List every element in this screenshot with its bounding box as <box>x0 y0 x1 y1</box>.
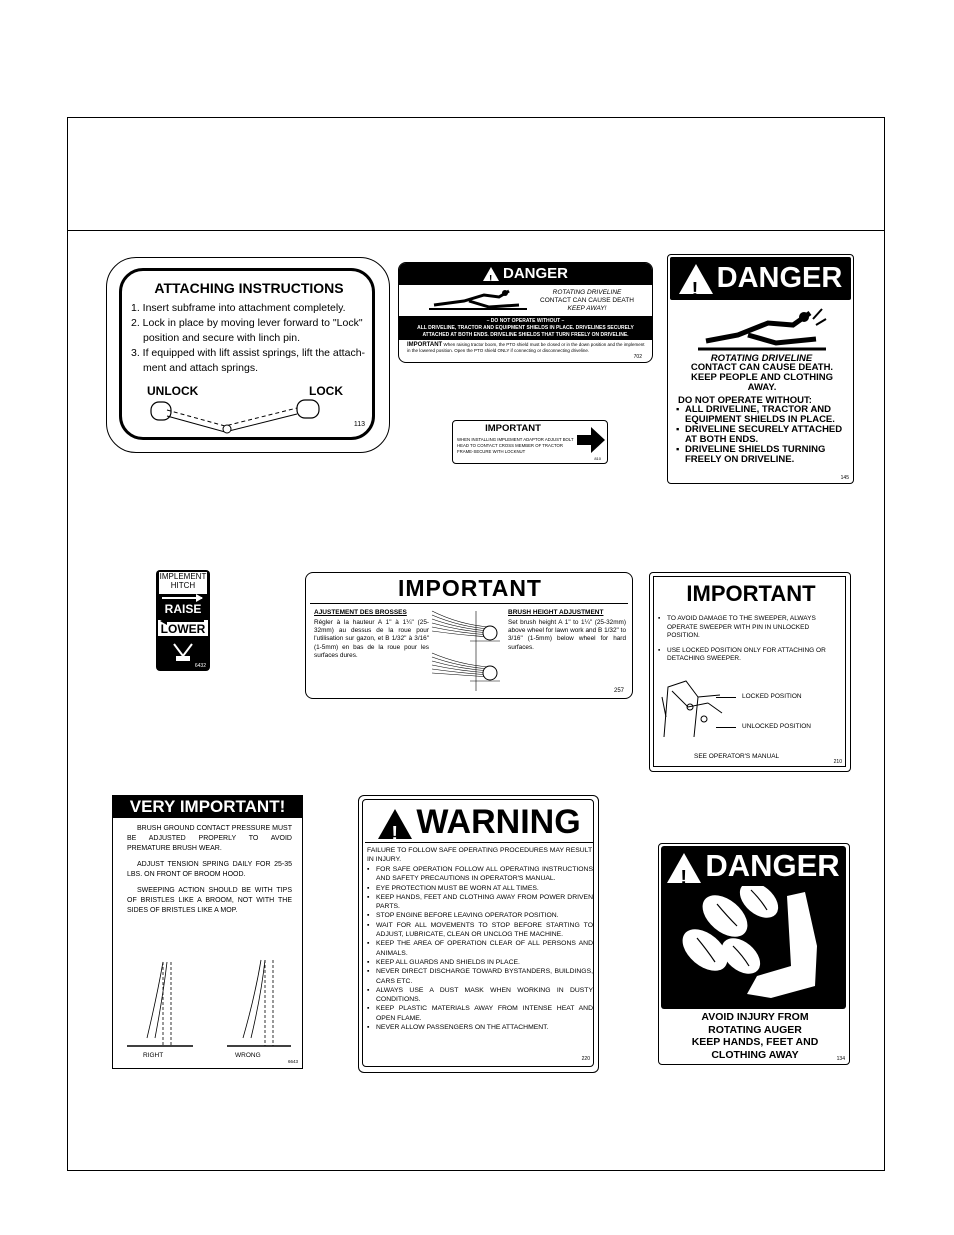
warning-bullet-6: ▪ KEEP THE AREA OF OPERATION CLEAR OF ALL PERSONS AND ANIMALS. <box>367 939 593 958</box>
header-band <box>67 117 885 231</box>
entanglement-pictogram-icon <box>698 307 828 353</box>
warning-decal <box>358 795 599 1073</box>
sweeper-bullet-1: ▪ TO AVOID DAMAGE TO THE SWEEPER, ALWAYS OPERATE SWEEPER WITH PIN IN UNLOCKED POSITION. <box>658 615 842 641</box>
warning-triangle-icon <box>667 853 701 883</box>
warning-bullet-3: ▪ KEEP HANDS, FEET AND CLOTHING AWAY FROM POWER DRIVEN PARTS. <box>367 893 593 912</box>
important-adaptor-decal <box>452 420 608 464</box>
danger-auger-line2: ROTATING AUGER <box>708 1023 802 1036</box>
sweeper-locked-label: LOCKED POSITION <box>742 693 802 700</box>
brush-en-text: Set brush height A 1" to 1¼" (25-32mm) above wheel for lawn work and B 1/32" to 3/16" (1-5mm) below wheel for hard surfaces. <box>508 619 626 651</box>
sweeper-unlocked-label: UNLOCKED POSITION <box>742 723 811 730</box>
bristle-right-label: RIGHT <box>143 1052 164 1059</box>
warning-triangle-icon <box>483 267 499 281</box>
brush-number: 257 <box>613 688 624 694</box>
attaching-instructions-decal <box>106 257 390 453</box>
arrow-right-icon <box>577 427 605 453</box>
danger-driveline-small-decal <box>398 262 653 363</box>
brush-en-heading: BRUSH HEIGHT ADJUSTMENT <box>508 609 604 616</box>
attaching-step-1: 1. Insert subframe into attachment completely. <box>131 302 346 314</box>
very-important-p2: ADJUST TENSION SPRING DAILY FOR 25-35 LBS. ON FRONT OF BROOM HOOD. <box>127 861 292 878</box>
brush-wheel-diagram <box>430 607 502 693</box>
attaching-title: ATTACHING INSTRUCTIONS <box>154 280 344 296</box>
bristle-diagram <box>123 956 295 1056</box>
bristle-wrong-label: WRONG <box>235 1052 261 1059</box>
danger-small-line3: KEEP AWAY! <box>567 305 607 312</box>
sweeper-manual-label: SEE OPERATOR'S MANUAL <box>694 753 780 760</box>
attaching-number: 113 <box>353 421 365 428</box>
danger-large-title: DANGER <box>716 262 843 294</box>
very-important-decal <box>112 795 303 1069</box>
danger-small-bar1: – DO NOT OPERATE WITHOUT – <box>486 318 565 324</box>
danger-auger-line4: CLOTHING AWAY <box>711 1048 799 1061</box>
danger-small-line1: ROTATING DRIVELINE <box>552 289 622 296</box>
danger-large-bullet-2: ▪ DRIVELINE SECURELY ATTACHED AT BOTH ENDS. <box>676 425 848 445</box>
important-adaptor-text: WHEN INSTALLING IMPLEMENT ADAPTOR ADJUST BOLT HEAD TO CONTACT CROSS MEMBER OF TRACTOR FRAME-SECURE WITH LOCKNUT <box>457 437 574 454</box>
important-adaptor-number: 810 <box>594 456 601 461</box>
brush-fr-heading: AJUSTEMENT DES BROSSES <box>314 609 407 616</box>
important-brush-decal <box>305 572 633 699</box>
very-important-number: 6643 <box>287 1059 298 1064</box>
hitch-title-2: HITCH <box>170 581 196 590</box>
danger-driveline-large-decal <box>667 254 854 484</box>
danger-auger-line1: AVOID INJURY FROM <box>701 1011 809 1023</box>
lever-diagram <box>147 398 347 434</box>
warning-bullet-10: ▪ KEEP PLASTIC MATERIALS AWAY FROM INTENSE HEAT AND OPEN FLAME. <box>367 1004 593 1023</box>
danger-large-number: 145 <box>840 475 849 481</box>
lock-label: LOCK <box>309 384 343 398</box>
warning-bullet-4: ▪ STOP ENGINE BEFORE LEAVING OPERATOR POSITION. <box>367 911 593 920</box>
sweeper-pin-diagram <box>658 677 728 743</box>
warning-bullet-7: ▪ KEEP ALL GUARDS AND SHIELDS IN PLACE. <box>367 958 593 967</box>
danger-small-number: 702 <box>633 354 642 360</box>
warning-bullet-11: ▪ NEVER ALLOW PASSENGERS ON THE ATTACHMENT. <box>367 1023 593 1032</box>
danger-small-bar3: ATTACHED AT BOTH ENDS. DRIVELINE SHIELDS THAT TURN FREELY ON DRIVELINE. <box>422 332 629 338</box>
very-important-p3: SWEEPING ACTION SHOULD BE WITH TIPS OF BRISTLES LIKE A BROOM, NOT WITH THE SIDES OF BRISTLES LIKE A MOP. <box>127 887 292 914</box>
danger-small-line2: CONTACT CAN CAUSE DEATH <box>540 297 634 304</box>
implement-hitch-decal <box>156 570 210 671</box>
danger-large-bullet-1: ▪ ALL DRIVELINE, TRACTOR AND EQUIPMENT SHIELDS IN PLACE. <box>676 405 848 425</box>
attaching-step-3: 3. If equipped with lift assist springs, lift the attach- ment and attach springs. <box>131 347 366 374</box>
brush-fr-text: Régler à la hauteur A 1" à 1¼" (25-32mm) au dessus de la roue pour l'utilisation sur gazon, et B 1/32" à 3/16" (1-5mm) en bas de la roue pour les surfaces dures. <box>314 619 429 659</box>
warning-triangle-icon <box>378 809 412 839</box>
danger-large-do-not: DO NOT OPERATE WITHOUT: <box>678 395 812 406</box>
danger-large-lines: CONTACT CAN CAUSE DEATH. KEEP PEOPLE AND CLOTHING AWAY. <box>690 362 834 393</box>
auger-hand-foot-pictogram-icon <box>667 886 843 1006</box>
warning-bullet-1: ▪ FOR SAFE OPERATION FOLLOW ALL OPERATING INSTRUCTIONS AND SAFETY PRECAUTIONS IN OPERATOR'S MANUAL. <box>367 865 593 884</box>
warning-intro: FAILURE TO FOLLOW SAFE OPERATING PROCEDURES MAY RESULT IN INJURY. <box>367 847 592 864</box>
warning-bullet-5: ▪ WAIT FOR ALL MOVEMENTS TO STOP BEFORE STARTING TO ADJUST, LUBRICATE, CLEAN OR UNCLOG THE MACHINE. <box>367 921 593 940</box>
very-important-p1: BRUSH GROUND CONTACT PRESSURE MUST BE ADJUSTED PROPERLY TO AVOID PREMATURE BRUSH WEAR. <box>127 825 292 852</box>
warning-title: WARNING <box>416 803 581 841</box>
warning-bullet-8: ▪ NEVER DIRECT DISCHARGE TOWARD BYSTANDERS, BUILDINGS, CARS ETC. <box>367 967 593 986</box>
danger-small-bar2: ALL DRIVELINE, TRACTOR AND EQUIPMENT SHIELDS IN PLACE. DRIVELINES SECURELY <box>417 325 634 331</box>
danger-auger-line3: KEEP HANDS, FEET AND <box>691 1036 819 1048</box>
hitch-title-1: IMPLEMENT <box>159 572 207 581</box>
unlock-label: UNLOCK <box>147 384 199 398</box>
danger-auger-number: 134 <box>836 1056 845 1062</box>
danger-large-bullet-3: ▪ DRIVELINE SHIELDS TURNING FREELY ON DRIVELINE. <box>676 445 848 465</box>
important-sweeper-decal <box>649 572 851 772</box>
sweeper-bullet-2: ▪ USE LOCKED POSITION ONLY FOR ATTACHING OR DETACHING SWEEPER. <box>658 647 842 664</box>
danger-small-important-label: IMPORTANT <box>407 342 443 348</box>
danger-large-subtitle: ROTATING DRIVELINE <box>710 353 813 364</box>
attaching-step-2: 2. Lock in place by moving lever forward to "Lock" position and secure with linch pin. <box>131 317 363 344</box>
warning-bullet-2: ▪ EYE PROTECTION MUST BE WORN AT ALL TIMES. <box>367 884 593 893</box>
important-adaptor-title: IMPORTANT <box>485 423 541 434</box>
warning-number: 220 <box>581 1056 590 1062</box>
warning-bullet-9: ▪ ALWAYS USE A DUST MASK WHEN WORKING IN DUSTY CONDITIONS. <box>367 986 593 1005</box>
hitch-raise: RAISE <box>164 602 202 616</box>
warning-triangle-icon <box>679 264 713 294</box>
hitch-lower: LOWER <box>160 622 206 636</box>
danger-small-important-text: When raising tractor boom, the PTO shield must be closed or in the down position and the implement in the lowered position. Open the PTO shield ONLY if connecting or disconnecting driveline. <box>407 342 645 353</box>
very-important-title: VERY IMPORTANT! <box>113 796 302 818</box>
important-sweeper-title: IMPORTANT <box>686 581 816 606</box>
hitch-number: 6432 <box>194 663 206 669</box>
danger-small-title: DANGER <box>502 265 568 282</box>
sweeper-number: 210 <box>833 759 842 765</box>
hitch-lever-icon <box>170 640 196 664</box>
danger-auger-title: DANGER <box>705 848 840 883</box>
important-brush-title: IMPORTANT <box>397 575 542 601</box>
danger-auger-decal <box>658 843 850 1065</box>
entanglement-pictogram-icon <box>429 287 529 313</box>
